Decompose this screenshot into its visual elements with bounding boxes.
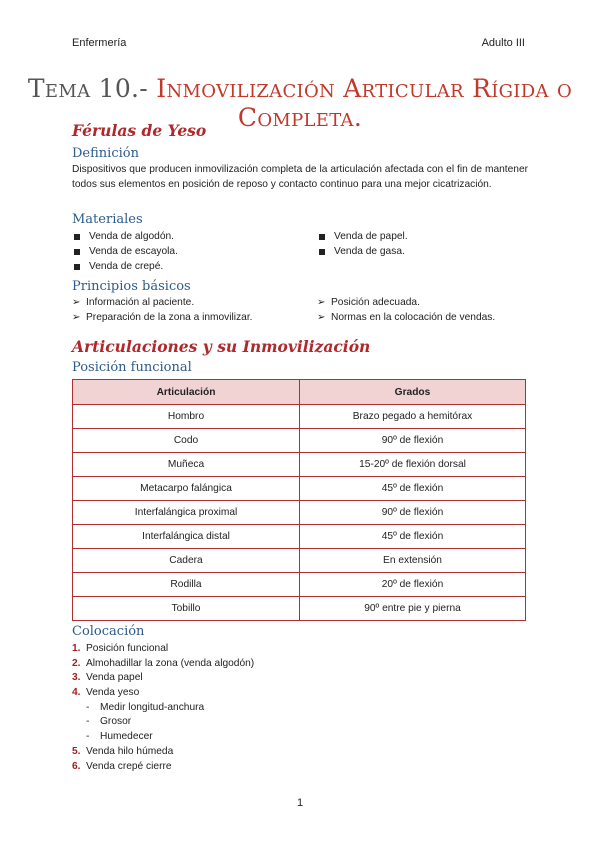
cell-grados: 90º entre pie y pierna — [300, 597, 526, 621]
header-course: Adulto III — [481, 37, 525, 49]
table-row — [73, 525, 526, 549]
materiales-list-left — [72, 229, 178, 274]
cell-grados: 20º de flexión — [300, 573, 526, 597]
list-item: Venda de algodón. — [72, 229, 178, 244]
title-main: Inmovilización Articular Rígida o Completa. — [156, 74, 573, 132]
table-row — [73, 429, 526, 453]
cell-grados: 90º de flexión — [300, 429, 526, 453]
list-item: ➢ Información al paciente. — [72, 297, 195, 308]
table-row — [73, 501, 526, 525]
table-row — [73, 453, 526, 477]
sub-list-item: - Medir longitud-anchura — [86, 701, 205, 713]
list-item: 3. Venda papel — [72, 672, 143, 684]
table-row — [73, 597, 526, 621]
sub-list-item: - Grosor — [86, 716, 132, 728]
list-item: Venda de gasa. — [317, 244, 408, 259]
principios-list-right — [317, 295, 495, 325]
list-item: 6. Venda crepé cierre — [72, 760, 172, 772]
cell-articulacion: Codo — [73, 429, 300, 453]
title-prefix: Tema 10.- — [27, 74, 149, 103]
list-item: 4. Venda yeso — [72, 687, 140, 699]
list-item: Venda de escayola. — [72, 244, 178, 259]
bullet-square-icon — [74, 234, 80, 240]
cell-articulacion: Cadera — [73, 549, 300, 573]
list-item: ➢ Preparación de la zona a inmovilizar. — [72, 312, 253, 323]
cell-articulacion: Metacarpo falángica — [73, 477, 300, 501]
heading-definicion: Definición — [72, 146, 139, 161]
cell-grados: 90º de flexión — [300, 501, 526, 525]
column-header-grados: Grados — [300, 380, 526, 405]
list-item: 2. Almohadillar la zona (venda algodón) — [72, 657, 255, 669]
cell-grados: En extensión — [300, 549, 526, 573]
list-item: Venda de papel. — [317, 229, 408, 244]
page-number: 1 — [296, 797, 304, 809]
posicion-table — [72, 379, 526, 621]
header-subject: Enfermería — [72, 37, 127, 49]
list-item: Venda de crepé. — [72, 259, 178, 274]
arrow-bullet-icon: ➢ — [72, 297, 81, 308]
table-row — [73, 405, 526, 429]
table-row — [73, 477, 526, 501]
cell-articulacion: Interfalángica distal — [73, 525, 300, 549]
arrow-bullet-icon: ➢ — [317, 297, 326, 308]
cell-articulacion: Tobillo — [73, 597, 300, 621]
list-item: 5. Venda hilo húmeda — [72, 745, 174, 757]
heading-posicion-funcional: Posición funcional — [72, 360, 192, 375]
list-item: ➢ Normas en la colocación de vendas. — [317, 312, 496, 323]
list-item: ➢ Posición adecuada. — [317, 297, 420, 308]
arrow-bullet-icon: ➢ — [72, 312, 81, 323]
section-title-articulaciones: Articulaciones y su Inmovilización — [72, 337, 371, 356]
principios-list-left — [72, 295, 253, 325]
table-header-row — [73, 380, 526, 405]
heading-principios: Principios básicos — [72, 279, 191, 294]
cell-grados: 15-20º de flexión dorsal — [300, 453, 526, 477]
definicion-text: Dispositivos que producen inmovilización completa de la articulación afectada con el fin de mantener todos sus elementos en posición de reposo y contacto continuo para una mejor cicatrización. — [72, 164, 528, 190]
table-row — [73, 573, 526, 597]
bullet-square-icon — [319, 234, 325, 240]
bullet-square-icon — [74, 249, 80, 255]
cell-grados: 45º de flexión — [300, 525, 526, 549]
list-item: 1. Posición funcional — [72, 643, 169, 654]
sub-list-item: - Humedecer — [86, 731, 153, 743]
cell-articulacion: Interfalángica proximal — [73, 501, 300, 525]
cell-articulacion: Hombro — [73, 405, 300, 429]
cell-articulacion: Muñeca — [73, 453, 300, 477]
colocacion-steps — [72, 642, 254, 774]
heading-materiales: Materiales — [72, 212, 143, 227]
heading-colocacion: Colocación — [72, 624, 145, 639]
arrow-bullet-icon: ➢ — [317, 312, 326, 323]
column-header-articulacion: Articulación — [73, 380, 300, 405]
table-row — [73, 549, 526, 573]
materiales-list-right — [317, 229, 408, 259]
section-title-ferulas: Férulas de Yeso — [72, 121, 207, 140]
bullet-square-icon — [74, 264, 80, 270]
cell-articulacion: Rodilla — [73, 573, 300, 597]
cell-grados: 45º de flexión — [300, 477, 526, 501]
bullet-square-icon — [319, 249, 325, 255]
cell-grados: Brazo pegado a hemitórax — [300, 405, 526, 429]
